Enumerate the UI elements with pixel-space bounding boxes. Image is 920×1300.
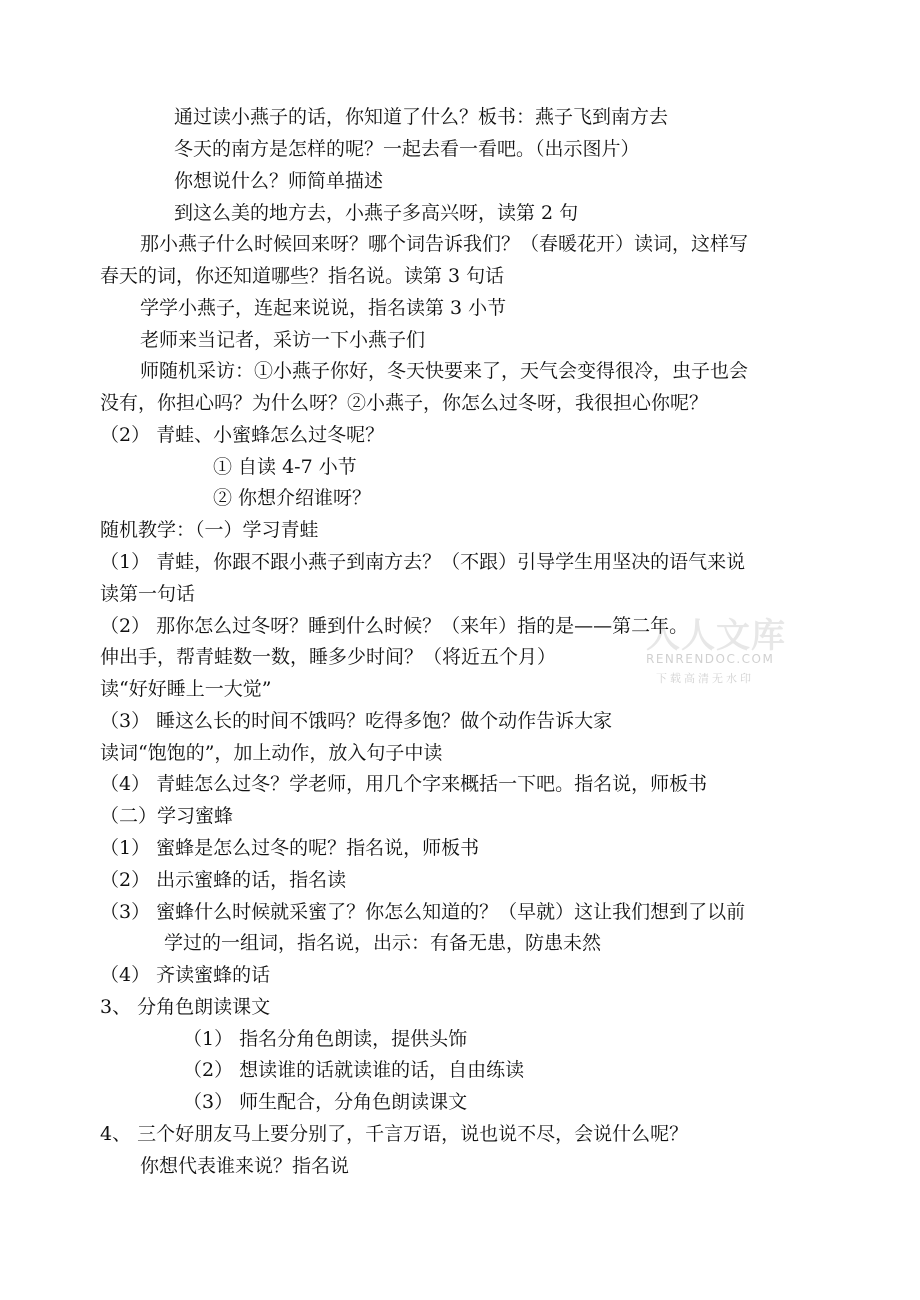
text-line: （1） 蜜蜂是怎么过冬的呢？指名说，师板书 (100, 837, 480, 859)
text-line: 学过的一组词，指名说，出示：有备无患，防患未然 (164, 932, 602, 954)
text-line: 春天的词，你还知道哪些？指名说。读第 3 句话 (100, 265, 505, 287)
text-line: 通过读小燕子的话，你知道了什么？板书：燕子飞到南方去 (174, 106, 669, 128)
text-line: 你想代表谁来说？指名说 (140, 1155, 350, 1177)
watermark-logo: 人人文库 (646, 616, 786, 656)
text-line: （二）学习蜜蜂 (100, 805, 234, 827)
watermark-url: RENRENDOC.COM (646, 652, 775, 666)
text-line: （3） 睡这么长的时间不饿吗？吃得多饱？做个动作告诉大家 (100, 710, 613, 732)
text-line: （4） 青蛙怎么过冬？学老师，用几个字来概括一下吧。指名说，师板书 (100, 773, 708, 795)
text-line: 学学小燕子，连起来说说，指名读第 3 小节 (140, 297, 507, 319)
text-line: （2） 青蛙、小蜜蜂怎么过冬呢？ (100, 424, 385, 446)
text-line: 那小燕子什么时候回来呀？哪个词告诉我们？（春暖花开）读词，这样写 (140, 233, 749, 255)
text-line: 读词“饱饱的”，加上动作，放入句子中读 (100, 742, 443, 764)
text-line: （3） 师生配合，分角色朗读课文 (183, 1091, 468, 1113)
text-line: ② 你想介绍谁呀？ (213, 487, 372, 509)
text-line: 你想说什么？师简单描述 (174, 170, 384, 192)
text-line: 到这么美的地方去，小燕子多高兴呀，读第 2 句 (174, 202, 579, 224)
text-line: （2） 那你怎么过冬呀？睡到什么时候？（来年）指的是——第二年。 (100, 615, 689, 637)
text-line: 3、 分角色朗读课文 (100, 996, 271, 1018)
text-line: （3） 蜜蜂什么时候就采蜜了？你怎么知道的？（早就）这让我们想到了以前 (100, 901, 746, 923)
text-line: 没有，你担心吗？为什么呀？②小燕子，你怎么过冬呀，我很担心你呢？ (100, 392, 709, 414)
text-line: 4、 三个好朋友马上要分别了，千言万语，说也说不尽，会说什么呢？ (100, 1123, 689, 1145)
text-line: 随机教学：（一）学习青蛙 (100, 519, 319, 541)
text-line: ① 自读 4-7 小节 (213, 456, 357, 478)
text-line: （2） 想读谁的话就读谁的话，自由练读 (183, 1059, 525, 1081)
watermark-note: 下载高清无水印 (656, 672, 754, 685)
text-line: 读第一句话 (100, 583, 196, 605)
text-line: （1） 青蛙，你跟不跟小燕子到南方去？（不跟）引导学生用坚决的语气来说 (100, 551, 746, 573)
watermark (624, 608, 784, 688)
text-line: 伸出手，帮青蛙数一数，睡多少时间？（将近五个月） (100, 646, 557, 668)
text-line: （1） 指名分角色朗读，提供头饰 (183, 1028, 468, 1050)
text-line: 冬天的南方是怎样的呢？一起去看一看吧。（出示图片） (174, 138, 640, 160)
text-line: 师随机采访：①小燕子你好，冬天快要来了，天气会变得很冷，虫子也会 (140, 360, 749, 382)
text-line: 读“好好睡上一大觉” (100, 678, 272, 700)
text-line: （2） 出示蜜蜂的话，指名读 (100, 869, 347, 891)
text-line: （4） 齐读蜜蜂的话 (100, 964, 271, 986)
text-line: 老师来当记者，采访一下小燕子们 (140, 329, 426, 351)
